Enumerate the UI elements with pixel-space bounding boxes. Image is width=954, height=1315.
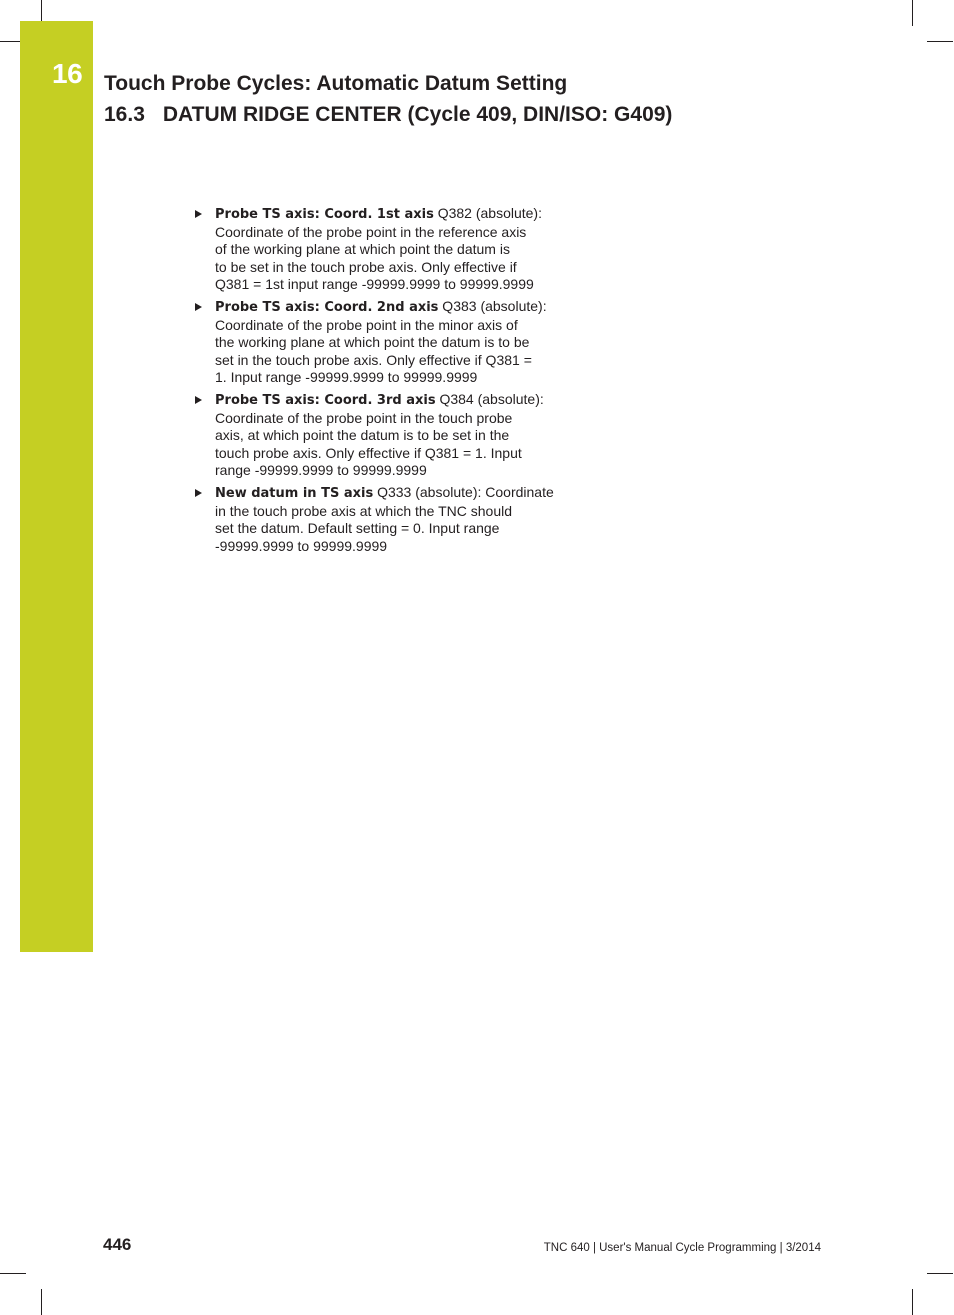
- bullet-arrow-icon: [195, 210, 202, 218]
- parameter-desc-line: Coordinate of the probe point in the touch probe: [215, 409, 513, 426]
- parameter-desc-line: touch probe axis. Only effective if Q381 = 1. Input: [215, 444, 522, 461]
- bullet-arrow-icon: [195, 303, 202, 311]
- parameter-desc-line: 1. Input range -99999.9999 to 99999.9999: [215, 369, 478, 386]
- parameter-desc-line: -99999.9999 to 99999.9999: [215, 537, 388, 554]
- parameter-item: [194, 484, 560, 555]
- crop-mark: [927, 41, 953, 42]
- parameter-desc-line: Q384 (absolute):: [435, 390, 544, 407]
- bullet-arrow-icon: [195, 489, 202, 497]
- parameter-desc-line: the working plane at which point the datum is to be: [215, 334, 530, 351]
- parameter-desc-line: Coordinate of the probe point in the minor axis of: [215, 316, 518, 333]
- parameter-desc-line: axis, at which point the datum is to be set in the: [215, 427, 510, 444]
- parameter-item: [194, 205, 560, 294]
- chapter-sidebar: [20, 21, 93, 952]
- parameter-name: Probe TS axis: Coord. 2nd axis: [215, 299, 439, 315]
- crop-mark: [0, 1273, 26, 1274]
- section-number: 16.3: [104, 103, 145, 126]
- parameter-desc-line: range -99999.9999 to 99999.9999: [215, 462, 427, 479]
- parameter-desc-line: Q381 = 1st input range -99999.9999 to 99999.9999: [215, 276, 534, 293]
- page-number: 446: [103, 1235, 132, 1254]
- parameter-desc-line: Q383 (absolute):: [438, 297, 547, 314]
- parameter-desc-line: of the working plane at which point the datum is: [215, 241, 510, 258]
- parameter-desc-line: to be set in the touch probe axis. Only effective if: [215, 258, 517, 275]
- parameter-desc-line: set the datum. Default setting = 0. Input range: [215, 520, 500, 537]
- parameter-list: [194, 205, 560, 559]
- parameter-desc-line: set in the touch probe axis. Only effective if Q381 =: [215, 351, 532, 368]
- bullet-arrow-icon: [195, 396, 202, 404]
- parameter-desc-line: Q333 (absolute): Coordinate: [373, 483, 554, 500]
- parameter-desc-line: Q382 (absolute):: [433, 205, 542, 221]
- parameter-item: [194, 298, 560, 387]
- parameter-name: Probe TS axis: Coord. 3rd axis: [215, 392, 436, 408]
- parameter-desc-line: Coordinate of the probe point in the reference axis: [215, 223, 527, 240]
- section-title: DATUM RIDGE CENTER (Cycle 409, DIN/ISO: G409): [162, 103, 673, 126]
- chapter-title: Touch Probe Cycles: Automatic Datum Setting: [104, 72, 568, 95]
- crop-mark: [41, 1289, 42, 1315]
- footer-text: TNC 640 | User's Manual Cycle Programming | 3/2014: [543, 1242, 821, 1254]
- crop-mark: [912, 1289, 913, 1315]
- chapter-number: 16: [52, 58, 83, 89]
- crop-mark: [927, 1273, 953, 1274]
- parameter-name: New datum in TS axis: [215, 485, 374, 501]
- parameter-desc-line: in the touch probe axis at which the TNC should: [215, 502, 513, 519]
- section-heading: [104, 103, 672, 127]
- crop-mark: [912, 0, 913, 26]
- parameter-name: Probe TS axis: Coord. 1st axis: [215, 207, 434, 222]
- parameter-item: [194, 391, 560, 480]
